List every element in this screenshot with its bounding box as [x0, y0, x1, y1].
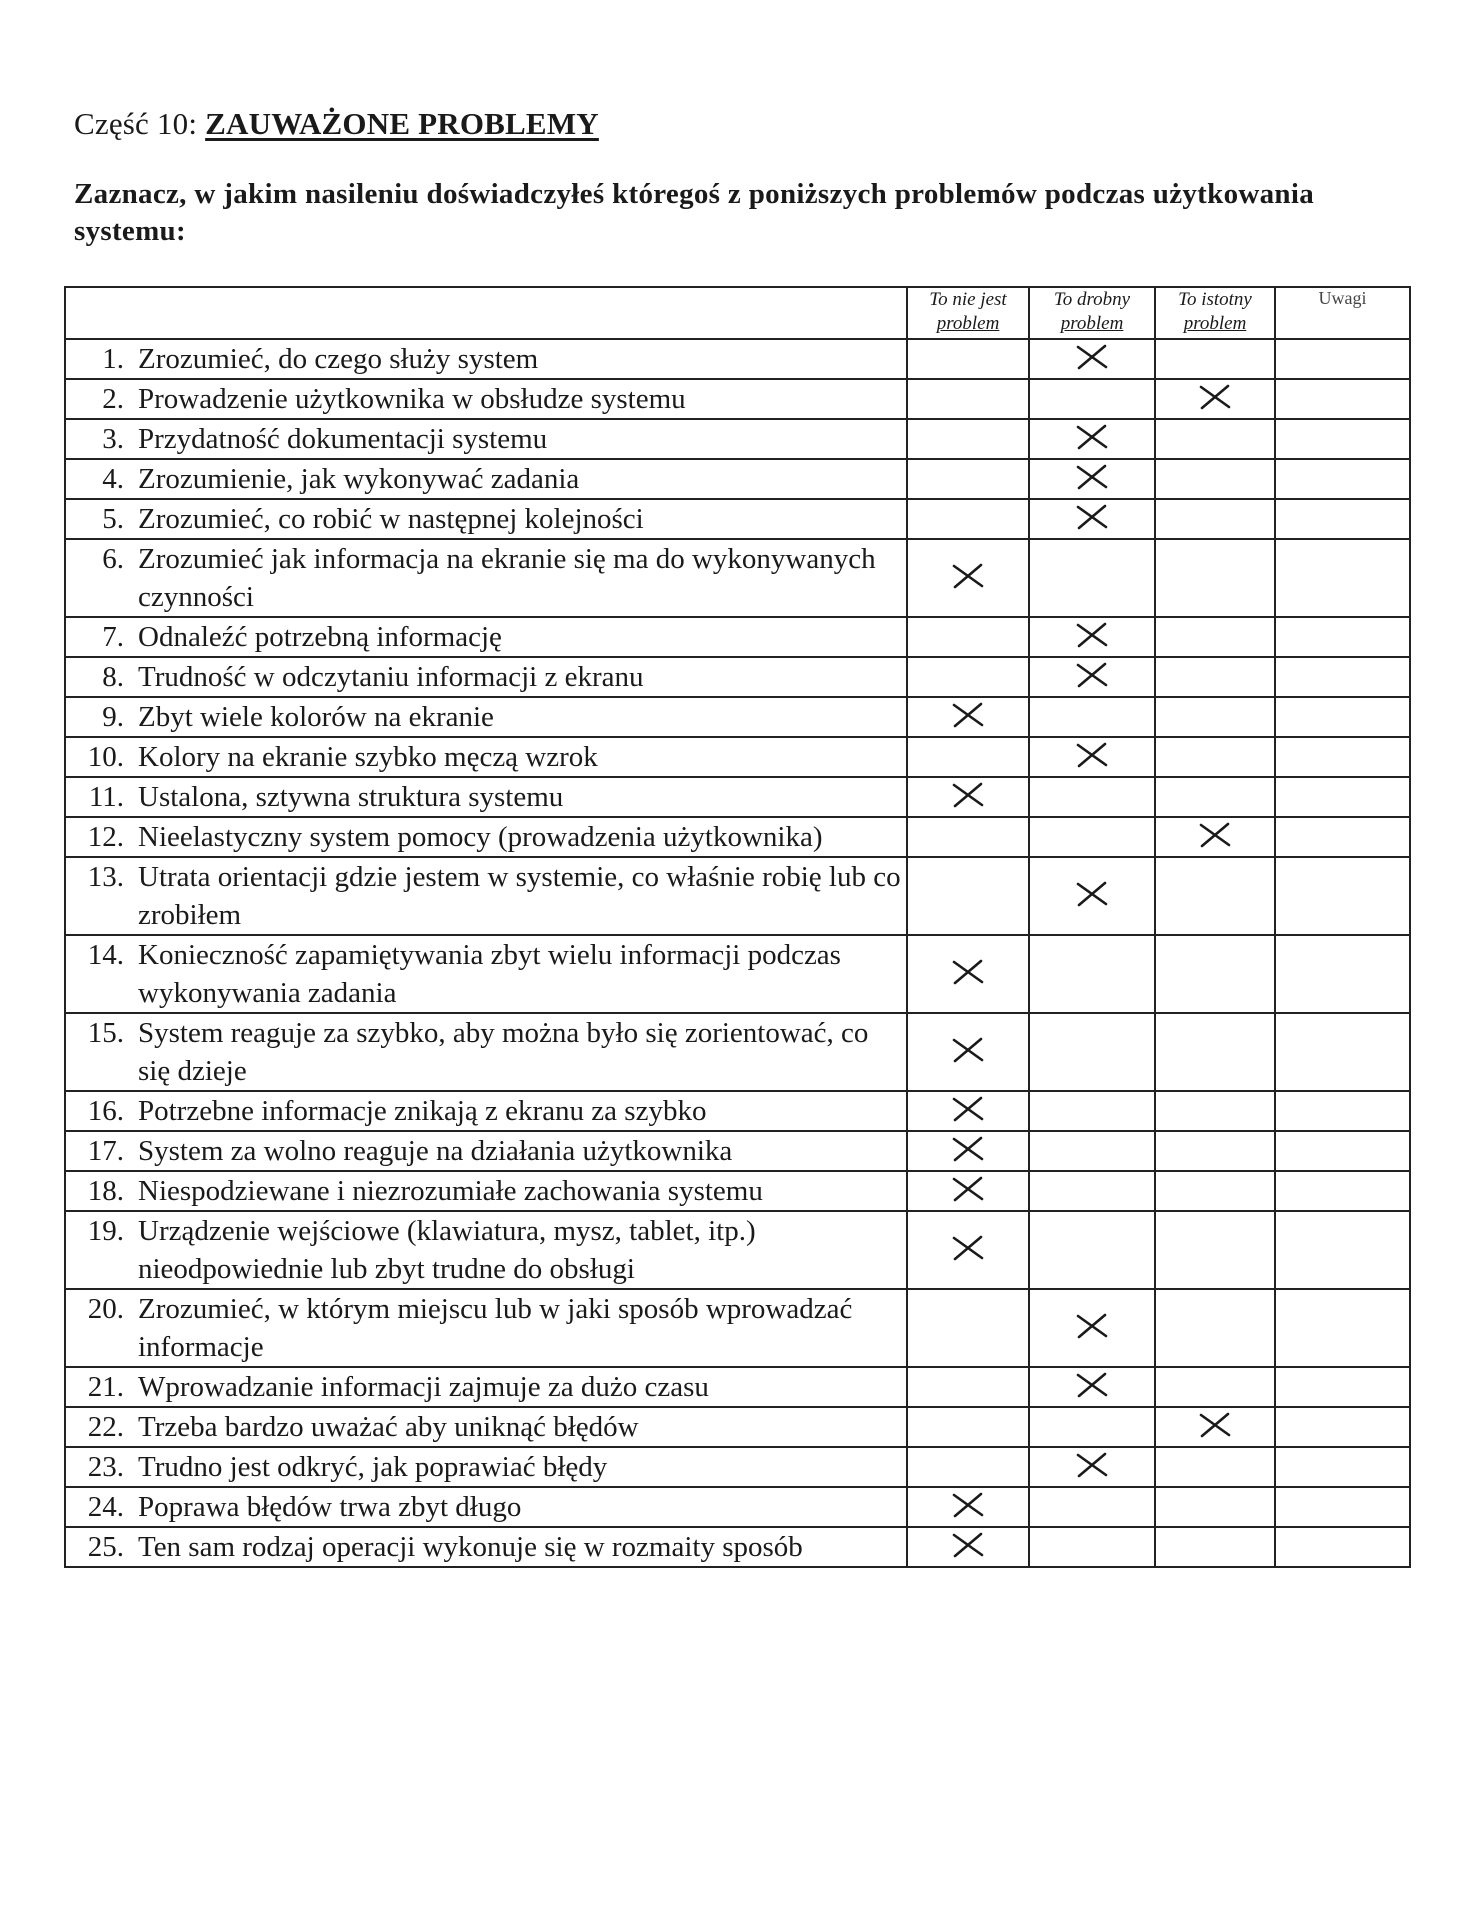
x-mark-icon: [1075, 1372, 1109, 1398]
remarks-cell[interactable]: [1275, 1091, 1410, 1131]
rating-cell-no-problem[interactable]: [907, 1527, 1029, 1567]
problem-item-cell: [65, 1013, 907, 1091]
column-header-no-problem-line1: To nie jest: [929, 289, 1007, 310]
problem-text: Wprowadzanie informacji zajmuje za dużo czasu: [138, 1371, 709, 1403]
rating-cell-minor-problem[interactable]: [1029, 857, 1155, 935]
table-row: [65, 777, 1410, 817]
x-mark-icon: [951, 702, 985, 728]
rating-cell-major-problem[interactable]: [1155, 737, 1275, 777]
rating-cell-major-problem[interactable]: [1155, 539, 1275, 617]
x-mark-icon: [951, 1096, 985, 1122]
problem-text: Utrata orientacji gdzie jestem w systemie, co właśnie robię lub co zrobiłem: [138, 861, 901, 931]
remarks-cell[interactable]: [1275, 419, 1410, 459]
x-mark-icon: [1198, 1412, 1232, 1438]
table-row: [65, 737, 1410, 777]
problem-number: 17.: [87, 1135, 124, 1167]
rating-cell-minor-problem[interactable]: [1029, 539, 1155, 617]
table-row: [65, 1211, 1410, 1289]
remarks-cell[interactable]: [1275, 817, 1410, 857]
problem-text: Przydatność dokumentacji systemu: [138, 423, 548, 455]
problem-text: Konieczność zapamiętywania zbyt wielu informacji podczas wykonywania zadania: [138, 939, 841, 1009]
x-mark-icon: [951, 1235, 985, 1261]
rating-cell-no-problem[interactable]: [907, 935, 1029, 1013]
problem-number: 22.: [87, 1411, 124, 1443]
problem-item-cell: [65, 1289, 907, 1367]
table-row: [65, 339, 1410, 379]
table-row: [65, 1527, 1410, 1567]
rating-cell-major-problem[interactable]: [1155, 817, 1275, 857]
problem-number: 15.: [87, 1017, 124, 1049]
rating-cell-major-problem[interactable]: [1155, 777, 1275, 817]
problem-number: 24.: [87, 1491, 124, 1523]
table-row: [65, 1447, 1410, 1487]
problem-number: 23.: [87, 1451, 124, 1483]
rating-cell-no-problem[interactable]: [907, 1289, 1029, 1367]
table-body: [65, 339, 1410, 1567]
problem-item-cell: [65, 657, 907, 697]
column-header-major-problem-line1: To istotny: [1178, 289, 1252, 310]
rating-cell-no-problem[interactable]: [907, 657, 1029, 697]
x-mark-icon: [1075, 344, 1109, 370]
problem-text: Kolory na ekranie szybko męczą wzrok: [138, 741, 598, 773]
rating-cell-minor-problem[interactable]: [1029, 737, 1155, 777]
remarks-cell[interactable]: [1275, 459, 1410, 499]
problems-table: [64, 286, 1411, 1568]
problem-text: Trzeba bardzo uważać aby uniknąć błędów: [138, 1411, 639, 1443]
rating-cell-minor-problem[interactable]: [1029, 617, 1155, 657]
rating-cell-major-problem[interactable]: [1155, 1131, 1275, 1171]
problem-number: 8.: [102, 661, 124, 693]
x-mark-icon: [1075, 662, 1109, 688]
remarks-cell[interactable]: [1275, 697, 1410, 737]
problem-text: Zrozumieć, co robić w następnej kolejności: [138, 503, 644, 535]
rating-cell-no-problem[interactable]: [907, 777, 1029, 817]
problem-text: Niespodziewane i niezrozumiałe zachowania systemu: [138, 1175, 763, 1207]
problem-number: 18.: [87, 1175, 124, 1207]
rating-cell-minor-problem[interactable]: [1029, 1527, 1155, 1567]
rating-cell-minor-problem[interactable]: [1029, 1447, 1155, 1487]
column-header-minor-problem-line1: To drobny: [1053, 289, 1131, 310]
rating-cell-no-problem[interactable]: [907, 539, 1029, 617]
rating-cell-minor-problem[interactable]: [1029, 1171, 1155, 1211]
problem-item-cell: [65, 817, 907, 857]
remarks-cell[interactable]: [1275, 1367, 1410, 1407]
rating-cell-no-problem[interactable]: [907, 857, 1029, 935]
rating-cell-minor-problem[interactable]: [1029, 1407, 1155, 1447]
table-row: [65, 379, 1410, 419]
column-header-remarks: Uwagi: [1275, 287, 1410, 339]
problem-item-cell: [65, 777, 907, 817]
table-row: [65, 617, 1410, 657]
problem-text: System reaguje za szybko, aby można było się zorientować, co się dzieje: [138, 1017, 869, 1087]
section-title: [74, 106, 599, 142]
rating-cell-minor-problem[interactable]: [1029, 1367, 1155, 1407]
rating-cell-no-problem[interactable]: [907, 459, 1029, 499]
rating-cell-major-problem[interactable]: [1155, 499, 1275, 539]
rating-cell-major-problem[interactable]: [1155, 339, 1275, 379]
section-label: Część 10:: [74, 106, 198, 141]
problem-number: 3.: [102, 423, 124, 455]
remarks-cell[interactable]: [1275, 1013, 1410, 1091]
x-mark-icon: [951, 782, 985, 808]
remarks-cell[interactable]: [1275, 657, 1410, 697]
problem-number: 4.: [102, 463, 124, 495]
table-row: [65, 697, 1410, 737]
rating-cell-major-problem[interactable]: [1155, 1013, 1275, 1091]
rating-cell-major-problem[interactable]: [1155, 935, 1275, 1013]
rating-cell-no-problem[interactable]: [907, 1367, 1029, 1407]
problem-number: 11.: [88, 781, 124, 813]
rating-cell-no-problem[interactable]: [907, 1171, 1029, 1211]
rating-cell-major-problem[interactable]: [1155, 1289, 1275, 1367]
rating-cell-major-problem[interactable]: [1155, 1527, 1275, 1567]
x-mark-icon: [1075, 622, 1109, 648]
problem-text: Zrozumieć jak informacja na ekranie się ma do wykonywanych czynności: [138, 543, 876, 613]
problem-number: 7.: [102, 621, 124, 653]
rating-cell-major-problem[interactable]: [1155, 419, 1275, 459]
rating-cell-minor-problem[interactable]: [1029, 499, 1155, 539]
x-mark-icon: [951, 1532, 985, 1558]
remarks-cell[interactable]: [1275, 379, 1410, 419]
table-row: [65, 539, 1410, 617]
x-mark-icon: [1075, 424, 1109, 450]
problem-number: 14.: [87, 939, 124, 971]
rating-cell-no-problem[interactable]: [907, 1447, 1029, 1487]
rating-cell-minor-problem[interactable]: [1029, 1289, 1155, 1367]
rating-cell-major-problem[interactable]: [1155, 1091, 1275, 1131]
column-header-no-problem: [907, 287, 1029, 339]
table-header-row: [65, 287, 1410, 339]
table-row: [65, 1131, 1410, 1171]
rating-cell-minor-problem[interactable]: [1029, 1131, 1155, 1171]
problem-number: 2.: [102, 383, 124, 415]
rating-cell-major-problem[interactable]: [1155, 1367, 1275, 1407]
remarks-cell[interactable]: [1275, 1407, 1410, 1447]
problem-text: Poprawa błędów trwa zbyt długo: [138, 1491, 522, 1523]
rating-cell-major-problem[interactable]: [1155, 1487, 1275, 1527]
column-header-major-problem: [1155, 287, 1275, 339]
remarks-cell[interactable]: [1275, 1211, 1410, 1289]
problem-item-cell: [65, 1407, 907, 1447]
problem-number: 6.: [102, 543, 124, 575]
rating-cell-minor-problem[interactable]: [1029, 1487, 1155, 1527]
problem-text: System za wolno reaguje na działania użytkownika: [138, 1135, 733, 1167]
problem-number: 19.: [87, 1215, 124, 1247]
problem-text: Potrzebne informacje znikają z ekranu za szybko: [138, 1095, 707, 1127]
remarks-cell[interactable]: [1275, 1171, 1410, 1211]
problem-item-cell: [65, 1171, 907, 1211]
section-heading: ZAUWAŻONE PROBLEMY: [205, 106, 599, 141]
x-mark-icon: [951, 1037, 985, 1063]
remarks-cell[interactable]: [1275, 737, 1410, 777]
column-header-major-problem-line2: problem: [1183, 313, 1247, 334]
table-row: [65, 1367, 1410, 1407]
table-row: [65, 857, 1410, 935]
problem-number: 25.: [87, 1531, 124, 1563]
rating-cell-no-problem[interactable]: [907, 1487, 1029, 1527]
problem-number: 21.: [87, 1371, 124, 1403]
problem-number: 9.: [102, 701, 124, 733]
table-row: [65, 935, 1410, 1013]
problem-item-cell: [65, 1211, 907, 1289]
problem-text: Odnaleźć potrzebną informację: [138, 621, 502, 653]
rating-cell-minor-problem[interactable]: [1029, 697, 1155, 737]
problem-item-cell: [65, 499, 907, 539]
table-row: [65, 459, 1410, 499]
remarks-cell[interactable]: [1275, 499, 1410, 539]
problem-item-cell: [65, 857, 907, 935]
rating-cell-no-problem[interactable]: [907, 737, 1029, 777]
x-mark-icon: [1075, 464, 1109, 490]
problem-number: 5.: [102, 503, 124, 535]
table-row: [65, 657, 1410, 697]
table-row: [65, 1091, 1410, 1131]
rating-cell-no-problem[interactable]: [907, 617, 1029, 657]
rating-cell-minor-problem[interactable]: [1029, 459, 1155, 499]
problem-text: Ustalona, sztywna struktura systemu: [138, 781, 564, 813]
remarks-cell[interactable]: [1275, 1527, 1410, 1567]
problem-text: Urządzenie wejściowe (klawiatura, mysz, tablet, itp.) nieodpowiednie lub zbyt trudne do obsługi: [138, 1215, 756, 1285]
problem-item-cell: [65, 617, 907, 657]
problem-item-cell: [65, 1487, 907, 1527]
rating-cell-major-problem[interactable]: [1155, 657, 1275, 697]
rating-cell-major-problem[interactable]: [1155, 1407, 1275, 1447]
problem-item-cell: [65, 459, 907, 499]
x-mark-icon: [951, 563, 985, 589]
problem-number: 16.: [87, 1095, 124, 1127]
rating-cell-minor-problem[interactable]: [1029, 1091, 1155, 1131]
problem-item-cell: [65, 1131, 907, 1171]
problem-number: 20.: [87, 1293, 124, 1325]
remarks-cell[interactable]: [1275, 857, 1410, 935]
x-mark-icon: [951, 1136, 985, 1162]
x-mark-icon: [951, 1176, 985, 1202]
rating-cell-no-problem[interactable]: [907, 817, 1029, 857]
table-row: [65, 1171, 1410, 1211]
problem-item-cell: [65, 1447, 907, 1487]
rating-cell-minor-problem[interactable]: [1029, 817, 1155, 857]
problem-item-cell: [65, 1527, 907, 1567]
problem-text: Trudno jest odkryć, jak poprawiać błędy: [138, 1451, 608, 1483]
problem-item-cell: [65, 1367, 907, 1407]
rating-cell-no-problem[interactable]: [907, 1013, 1029, 1091]
problem-number: 10.: [87, 741, 124, 773]
problem-item-cell: [65, 339, 907, 379]
problem-item-cell: [65, 737, 907, 777]
rating-cell-major-problem[interactable]: [1155, 857, 1275, 935]
problem-text: Ten sam rodzaj operacji wykonuje się w rozmaity sposób: [138, 1531, 803, 1563]
problem-item-cell: [65, 419, 907, 459]
problem-item-cell: [65, 539, 907, 617]
x-mark-icon: [1075, 881, 1109, 907]
remarks-cell[interactable]: [1275, 539, 1410, 617]
problem-text: Zrozumieć, w którym miejscu lub w jaki sposób wprowadzać informacje: [138, 1293, 853, 1363]
x-mark-icon: [1198, 384, 1232, 410]
rating-cell-minor-problem[interactable]: [1029, 657, 1155, 697]
rating-cell-minor-problem[interactable]: [1029, 339, 1155, 379]
rating-cell-major-problem[interactable]: [1155, 1211, 1275, 1289]
rating-cell-no-problem[interactable]: [907, 339, 1029, 379]
column-header-minor-problem: [1029, 287, 1155, 339]
problem-item-cell: [65, 697, 907, 737]
problem-text: Zbyt wiele kolorów na ekranie: [138, 701, 494, 733]
problem-text: Nieelastyczny system pomocy (prowadzenia użytkownika): [138, 821, 823, 853]
x-mark-icon: [1198, 822, 1232, 848]
rating-cell-no-problem[interactable]: [907, 419, 1029, 459]
problem-text: Zrozumienie, jak wykonywać zadania: [138, 463, 580, 495]
problem-text: Zrozumieć, do czego służy system: [138, 343, 539, 375]
table-row: [65, 499, 1410, 539]
problem-number: 12.: [87, 821, 124, 853]
table-row: [65, 817, 1410, 857]
rating-cell-major-problem[interactable]: [1155, 697, 1275, 737]
problem-item-cell: [65, 379, 907, 419]
instruction-text: Zaznacz, w jakim nasileniu doświadczyłeś któregoś z poniższych problemów podczas użytkowania systemu:: [74, 178, 1314, 247]
rating-cell-minor-problem[interactable]: [1029, 419, 1155, 459]
header-blank-cell: [65, 287, 907, 339]
remarks-cell[interactable]: [1275, 1487, 1410, 1527]
problem-number: 13.: [87, 861, 124, 893]
table-row: [65, 1289, 1410, 1367]
x-mark-icon: [1075, 504, 1109, 530]
remarks-cell[interactable]: [1275, 617, 1410, 657]
rating-cell-minor-problem[interactable]: [1029, 1013, 1155, 1091]
remarks-cell[interactable]: [1275, 777, 1410, 817]
column-header-no-problem-line2: problem: [936, 313, 1000, 334]
table-row: [65, 1407, 1410, 1447]
x-mark-icon: [951, 959, 985, 985]
table-row: [65, 419, 1410, 459]
x-mark-icon: [1075, 1452, 1109, 1478]
problem-text: Prowadzenie użytkownika w obsłudze systemu: [138, 383, 686, 415]
rating-cell-no-problem[interactable]: [907, 697, 1029, 737]
rating-cell-no-problem[interactable]: [907, 1407, 1029, 1447]
remarks-cell[interactable]: [1275, 1447, 1410, 1487]
rating-cell-no-problem[interactable]: [907, 1091, 1029, 1131]
rating-cell-major-problem[interactable]: [1155, 617, 1275, 657]
rating-cell-no-problem[interactable]: [907, 1211, 1029, 1289]
rating-cell-major-problem[interactable]: [1155, 379, 1275, 419]
rating-cell-major-problem[interactable]: [1155, 1447, 1275, 1487]
rating-cell-minor-problem[interactable]: [1029, 777, 1155, 817]
remarks-cell[interactable]: [1275, 935, 1410, 1013]
x-mark-icon: [1075, 1313, 1109, 1339]
remarks-cell[interactable]: [1275, 1131, 1410, 1171]
column-header-minor-problem-line2: problem: [1060, 313, 1124, 334]
rating-cell-no-problem[interactable]: [907, 1131, 1029, 1171]
rating-cell-minor-problem[interactable]: [1029, 379, 1155, 419]
x-mark-icon: [951, 1492, 985, 1518]
rating-cell-major-problem[interactable]: [1155, 1171, 1275, 1211]
table-row: [65, 1487, 1410, 1527]
rating-cell-minor-problem[interactable]: [1029, 1211, 1155, 1289]
rating-cell-minor-problem[interactable]: [1029, 935, 1155, 1013]
rating-cell-no-problem[interactable]: [907, 379, 1029, 419]
problem-text: Trudność w odczytaniu informacji z ekranu: [138, 661, 644, 693]
rating-cell-major-problem[interactable]: [1155, 459, 1275, 499]
problem-item-cell: [65, 1091, 907, 1131]
problem-number: 1.: [102, 343, 124, 375]
remarks-cell[interactable]: [1275, 1289, 1410, 1367]
table-row: [65, 1013, 1410, 1091]
remarks-cell[interactable]: [1275, 339, 1410, 379]
rating-cell-no-problem[interactable]: [907, 499, 1029, 539]
x-mark-icon: [1075, 742, 1109, 768]
problem-item-cell: [65, 935, 907, 1013]
